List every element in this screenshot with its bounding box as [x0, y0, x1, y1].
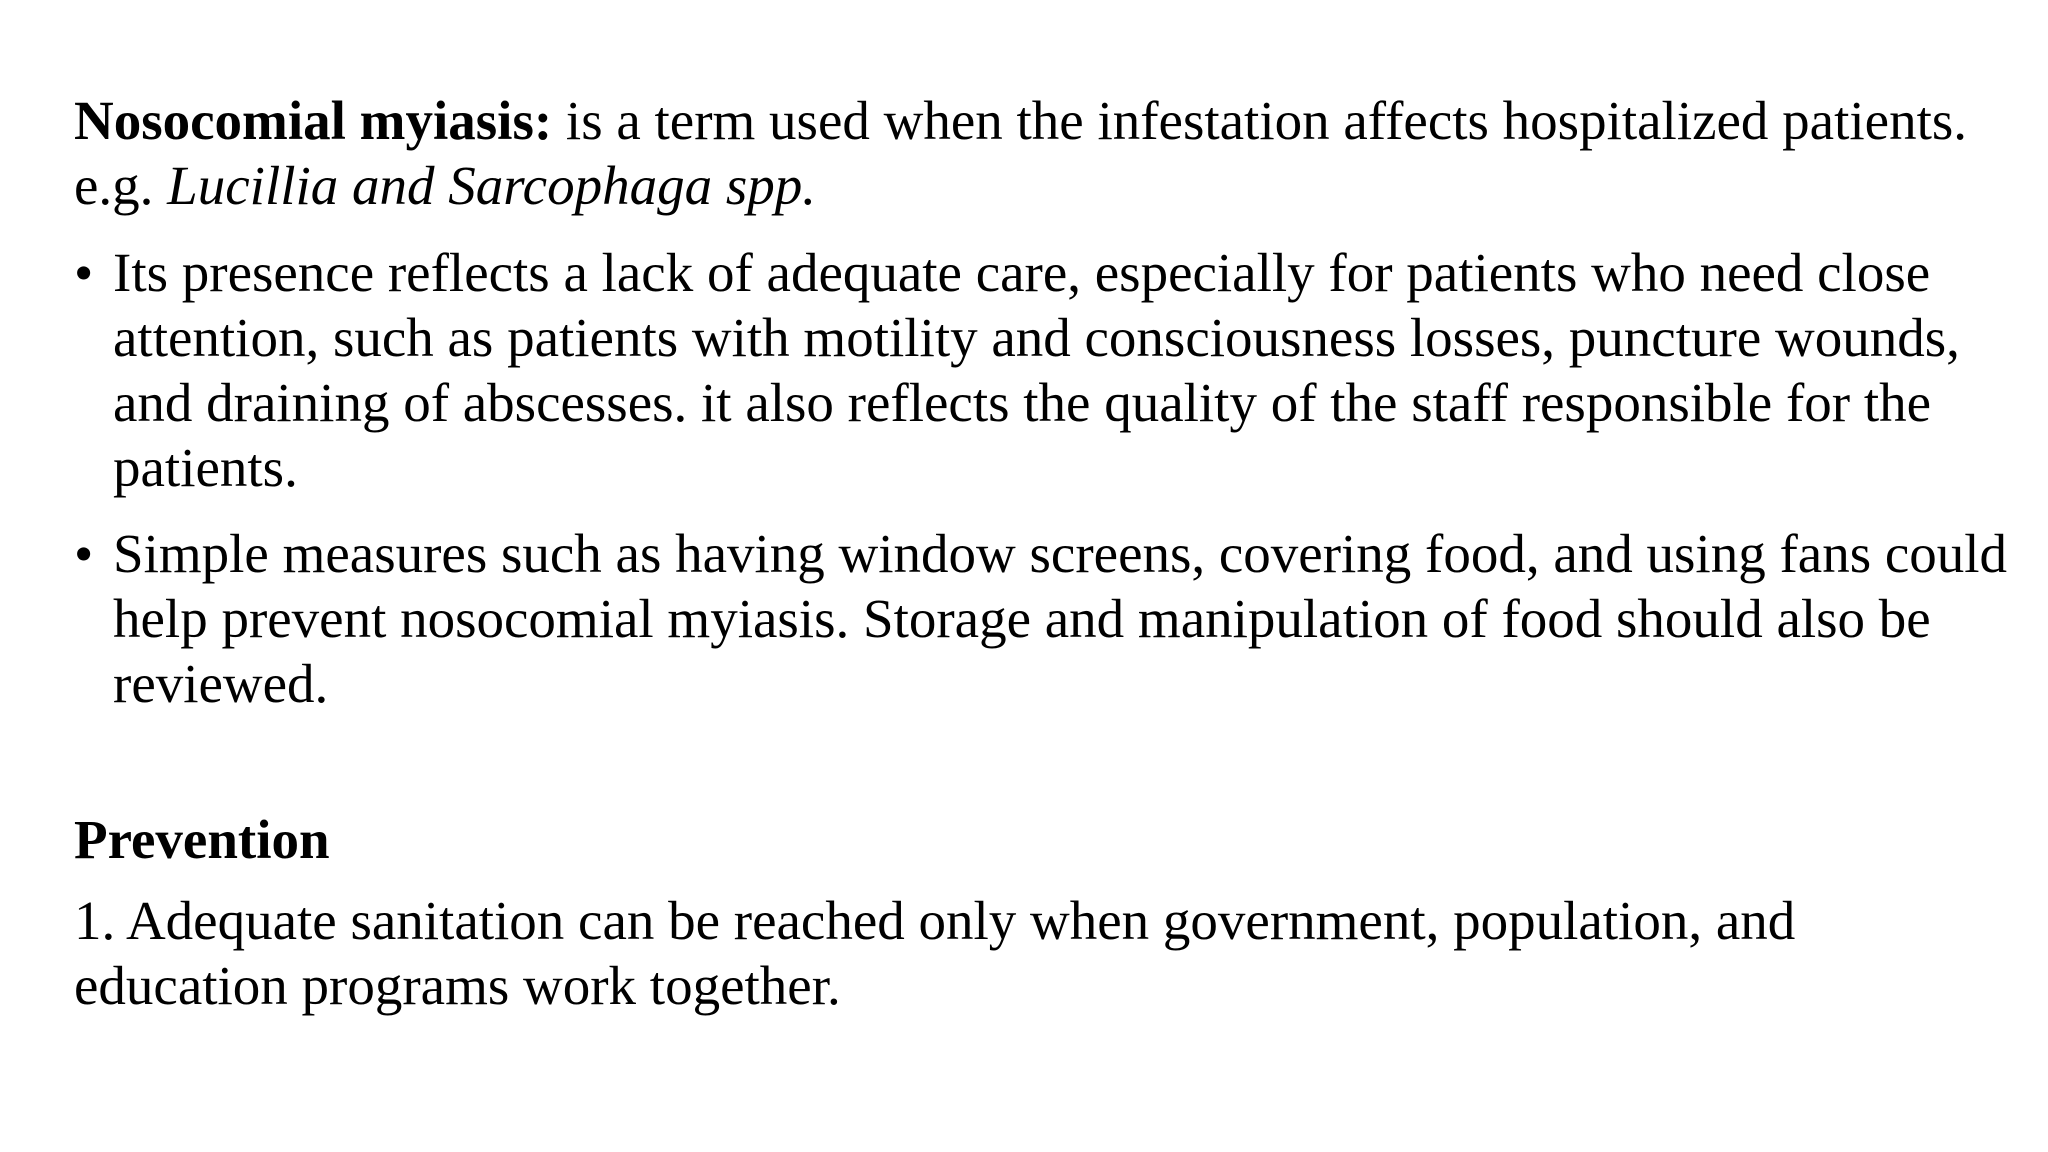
bullet-item [74, 240, 2014, 500]
bullet-icon: • [74, 523, 94, 584]
bullet-text: Simple measures such as having window screens, covering food, and using fans could help prevent nosocomial myiasis. Storage and manipulation of food should also be reviewed. [113, 523, 2008, 714]
bullet-item [74, 521, 2014, 716]
example-species: Lucillia and Sarcophaga spp. [167, 155, 816, 216]
bullet-icon: • [74, 242, 94, 303]
bullet-text: Its presence reflects a lack of adequate care, especially for patients who need close attention, such as patients with motility and consciousness losses, puncture wounds, and draining of abscesses. it also reflects the quality of the staff responsible for the patients. [113, 242, 1960, 498]
bullet-list [74, 240, 2014, 716]
defined-term: Nosocomial myiasis: [74, 90, 553, 151]
definition-paragraph [74, 88, 2014, 218]
prevention-heading: Prevention [74, 809, 330, 870]
prevention-item: 1. Adequate sanitation can be reached only when government, population, and education programs work together. [74, 890, 1796, 1016]
definition-text: is a term used when the infestation affects hospitalized patients. e.g. [74, 90, 1967, 216]
slide-content [74, 88, 2014, 1018]
